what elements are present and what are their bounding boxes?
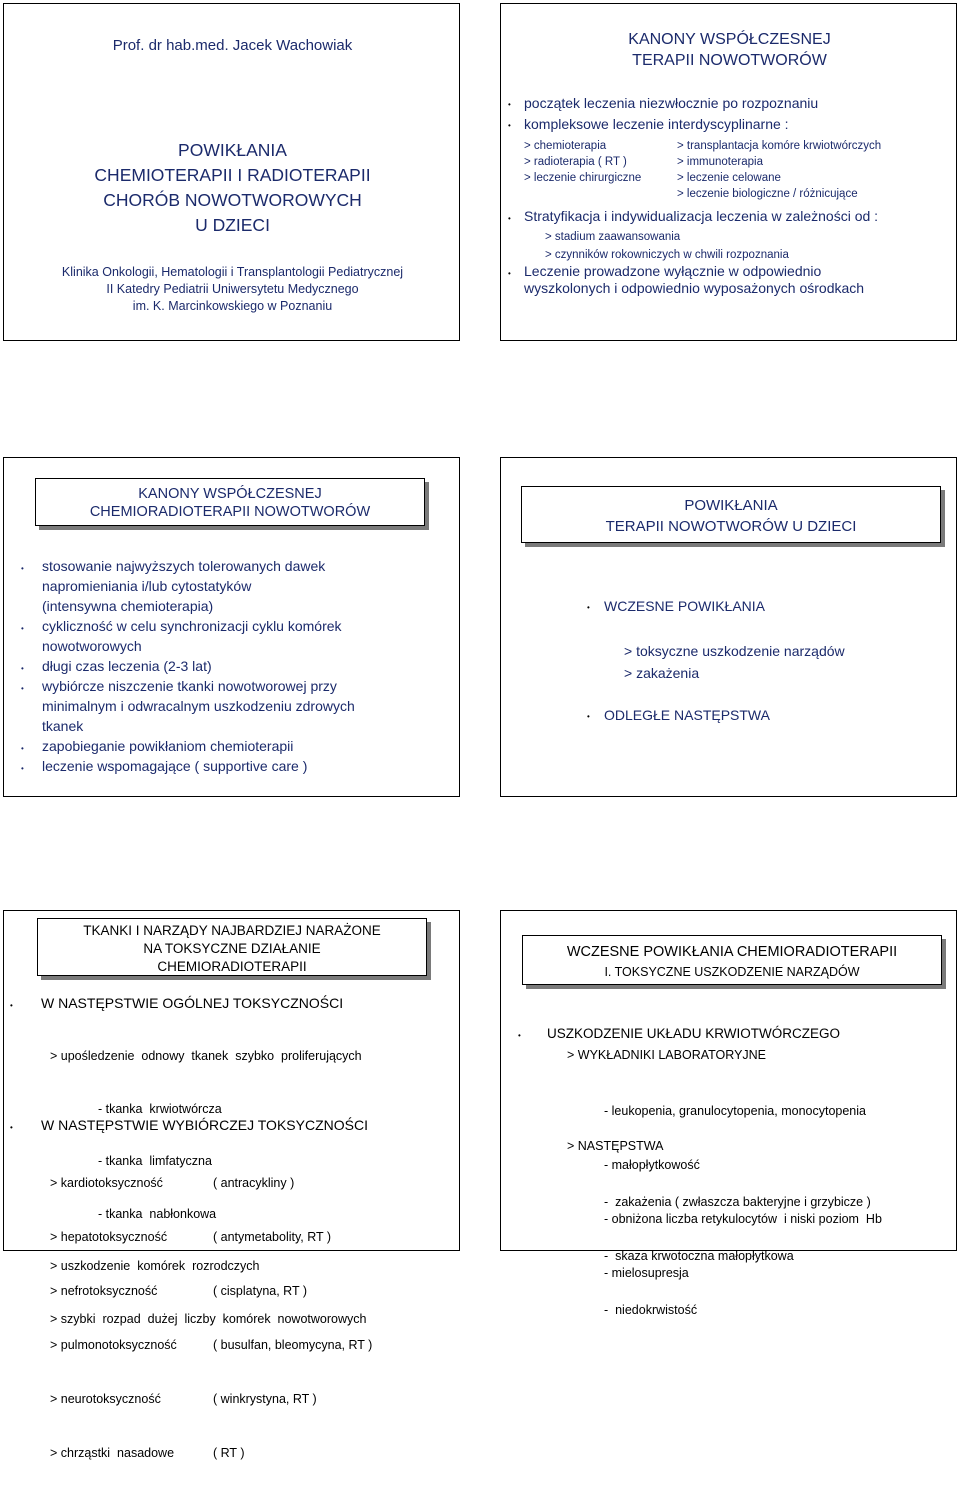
organ-item: > kardiotoksyczność [50,1176,163,1190]
organ-item: > neurotoksyczność [50,1392,161,1406]
drug-item: ( cisplatyna, RT ) [213,1284,308,1298]
slide-1-author: Prof. dr hab.med. Jacek Wachowiak [112,37,353,54]
title-line: POWIKŁANIA [684,497,778,514]
lab-item: - małopłytkowość [604,1158,700,1172]
lab-heading: > WYKŁADNIKI LABORATORYJNE [567,1048,767,1062]
consequence-item: - skaza krwotoczna małopłytkowa [604,1249,794,1263]
toxicity-item: - tkanka nabłonkowa [98,1206,217,1221]
title-line: CHORÓB NOWOTWOROWYCH [103,190,362,210]
stratification-list [545,228,789,264]
bullet-icon: • [21,564,24,573]
title-line: NA TOKSYCZNE DZIAŁANIE [143,941,321,956]
title-line: KANONY WSPÓŁCZESNEJ [628,31,831,48]
bullet-icon: • [10,1001,13,1010]
title-line: WCZESNE POWIKŁANIA CHEMIORADIOTERAPII [566,944,898,960]
slide-4-title-box [521,486,941,543]
toxicity-item: > upośledzenie odnowy tkanek szybko proliferujących [50,1049,362,1063]
slide-3 [3,457,460,797]
early-sublist [624,640,845,684]
list-line: cykliczność w celu synchronizacji cyklu komórek [42,618,342,634]
lab-item: - mielosupresja [604,1266,689,1280]
slide-3-title-box [35,478,425,526]
bullet-icon: • [21,624,24,633]
title-line: I. TOKSYCZNE USZKODZENIE NARZĄDÓW [604,965,860,979]
toxicity-item: > szybki rozpad dużej liczby komórek nowotworowych [50,1311,367,1326]
toxicity-item: - tkanka limfatyczna [98,1154,212,1168]
bullet-text [524,263,864,297]
lab-item: - obniżona liczba retykulocytów i niski poziom Hb [604,1212,882,1226]
list-line: długi czas leczenia (2-3 lat) [42,658,212,674]
list-line: nowotworowych [42,638,142,654]
title-line: CHEMIORADIOTERAPII [157,959,307,974]
slide-1-institution [4,264,461,315]
bullet-icon: • [518,1031,521,1040]
organ-item: > pulmonotoksyczność [50,1338,177,1352]
treatment-item: > leczenie celowane [677,172,781,184]
bullet-icon: • [587,603,590,612]
slide-6 [500,910,957,1317]
drug-item: ( antymetabolity, RT ) [213,1230,332,1244]
stratification-item: > czynników rokowniczych w chwili rozpoznania [545,249,789,261]
organ-item: > hepatotoksyczność [50,1230,168,1244]
late-sequelae: ODLEGŁE NASTĘPSTWA [604,707,770,723]
bullet-line: Leczenie prowadzone wyłącznie w odpowiednio [524,263,822,279]
list-line: minimalnym i odwracalnym uszkodzeniu zdrowych [42,698,355,714]
organ-toxicity-list [50,1138,177,1498]
inst-line: Klinika Onkologii, Hematologii i Transplantologii Pediatrycznej [61,265,404,279]
title-line: CHEMIOTERAPII I RADIOTERAPII [94,165,371,185]
hematopoietic-heading: USZKODZENIE UKŁADU KRWIOTWÓRCZEGO [547,1026,841,1041]
drug-item: ( winkrystyna, RT ) [213,1392,317,1406]
list-line: wybiórcze niszczenie tkanki nowotworowej przy [42,678,337,694]
lab-item: - leukopenia, granulocytopenia, monocytopenia [604,1104,866,1118]
list-line: zapobieganie powikłaniom chemioterapii [42,738,294,754]
early-item: > zakażenia [624,665,700,681]
inst-line: II Katedry Pediatrii Uniwersytetu Medycznego [106,282,359,296]
treatment-item: > leczenie biologiczne / różnicujące [677,188,858,200]
title-line: TERAPII NOWOTWORÓW U DZIECI [605,518,857,535]
organ-item: > chrząstki nasadowe [50,1446,175,1460]
toxicity-item: > uszkodzenie komórek rozrodczych [50,1259,260,1273]
slide-5-title-box [37,918,427,976]
bullet-icon: • [21,744,24,753]
bullet-line: wyszkolonych i odpowiednio wyposażonych ośrodkach [524,280,865,296]
consequences-heading: > NASTĘPSTWA [567,1139,664,1153]
title-line: CHEMIORADIOTERAPII NOWOTWORÓW [89,504,371,520]
title-line: TERAPII NOWOTWORÓW [632,52,827,69]
consequences-list [604,1157,871,1355]
organ-item: > nefrotoksyczność [50,1284,158,1298]
treatment-item: > leczenie chirurgiczne [524,172,642,184]
slide-1-title [4,138,461,238]
bullet-icon: • [10,1123,13,1132]
bullet-text: Stratyfikacja i indywidualizacja leczenia w zależności od : [524,208,879,224]
bullet-icon: • [21,764,24,773]
inst-line: im. K. Marcinkowskiego w Poznaniu [132,299,333,313]
consequence-item: - zakażenia ( zwłaszcza bakteryjne i grzybicze ) [604,1195,871,1209]
early-item: > toksyczne uszkodzenie narządów [624,643,845,659]
list-line: tkanek [42,718,84,734]
early-complications: WCZESNE POWIKŁANIA [604,598,766,614]
bullet-icon: • [508,121,511,130]
selective-toxicity-heading: W NASTĘPSTWIE WYBIÓRCZEJ TOKSYCZNOŚCI [41,1117,368,1133]
treatment-item: > chemioterapia [524,140,607,152]
stratification-item: > stadium zaawansowania [545,231,681,243]
drug-item: ( busulfan, bleomycyna, RT ) [213,1338,373,1352]
bullet-icon: • [508,214,511,223]
slide-2-title [501,29,958,71]
treatment-item: > radioterapia ( RT ) [524,156,627,168]
bullet-icon: • [587,712,590,721]
treatment-item: > transplantacja komóre krwiotwórczych [677,140,882,152]
toxicity-item: - tkanka krwiotwórcza [98,1101,222,1116]
slide-6-title-box [522,935,942,985]
title-line: TKANKI I NARZĄDY NAJBARDZIEJ NARAŻONE [83,923,381,938]
list-line: leczenie wspomagające ( supportive care ) [42,758,308,774]
bullet-text: początek leczenia niezwłocznie po rozpoznaniu [524,95,819,111]
title-line: U DZIECI [195,215,270,235]
drug-item: ( antracykliny ) [213,1176,295,1190]
bullet-icon: • [21,664,24,673]
list-line: (intensywna chemioterapia) [42,598,214,614]
treatment-left-column [524,138,641,186]
bullet-text: kompleksowe leczenie interdyscyplinarne : [524,116,789,132]
drug-item: ( RT ) [213,1446,245,1460]
consequence-item: - niedokrwistość [604,1303,698,1317]
bullet-icon: • [508,100,511,109]
list-line: napromieniania i/lub cytostatyków [42,578,252,594]
drug-list [213,1138,372,1498]
bullet-icon: • [21,684,24,693]
list-line: stosowanie najwyższych tolerowanych dawek [42,558,326,574]
treatment-right-column [677,138,881,202]
slide-5 [3,910,460,1460]
bullet-icon: • [508,269,511,278]
title-line: POWIKŁANIA [178,140,287,160]
slide-4 [500,457,957,797]
treatment-item: > immunoterapia [677,156,763,168]
title-line: KANONY WSPÓŁCZESNEJ [138,486,322,502]
general-toxicity-heading: W NASTĘPSTWIE OGÓLNEJ TOKSYCZNOŚCI [41,995,344,1011]
slide-2 [500,3,957,341]
slide-1 [3,3,460,341]
